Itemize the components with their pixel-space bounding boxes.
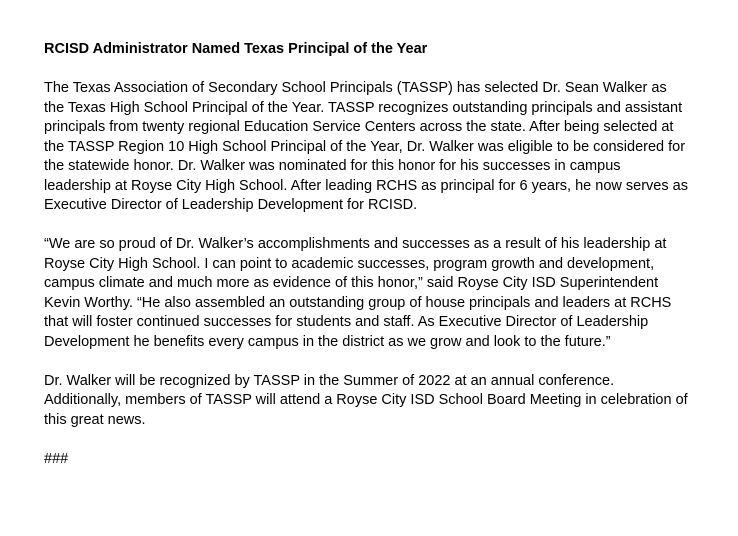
press-release [44, 40, 690, 469]
end-mark: ### [44, 450, 69, 467]
paragraph-announcement: The Texas Association of Secondary School Principals (TASSP) has selected Dr. Sean Walker as the Texas High School Principal of the Year. TASSP recognizes outstanding principals and assistant principals from twenty regional Education Service Centers across the state. After being selected at the TASSP Region 10 High School Principal of the Year, Dr. Walker was eligible to be considered for the statewide honor. Dr. Walker was nominated for this honor for his successes in campus leadership at Royse City High School. After leading RCHS as principal for 6 years, he now serves as Executive Director of Leadership Development for RCISD. [44, 80, 688, 213]
paragraph-quote: “We are so proud of Dr. Walker’s accomplishments and successes as a result of his leadership at Royse City High School. I can point to academic successes, program growth and development, campus climate and much more as evidence of this honor,” said Royse City ISD Superintendent Kevin Worthy. “He also assembled an outstanding group of house principals and leaders at RCHS that will foster continued successes for students and staff. As Executive Director of Leadership Development he benefits every campus in the district as we grow and look to the future.” [44, 236, 672, 350]
paragraph-recognition: Dr. Walker will be recognized by TASSP in the Summer of 2022 at an annual conference. Additionally, members of TASSP will attend a Royse City ISD School Board Meeting in celebration of this great news. [44, 372, 688, 428]
headline: RCISD Administrator Named Texas Principal of the Year [44, 41, 428, 57]
